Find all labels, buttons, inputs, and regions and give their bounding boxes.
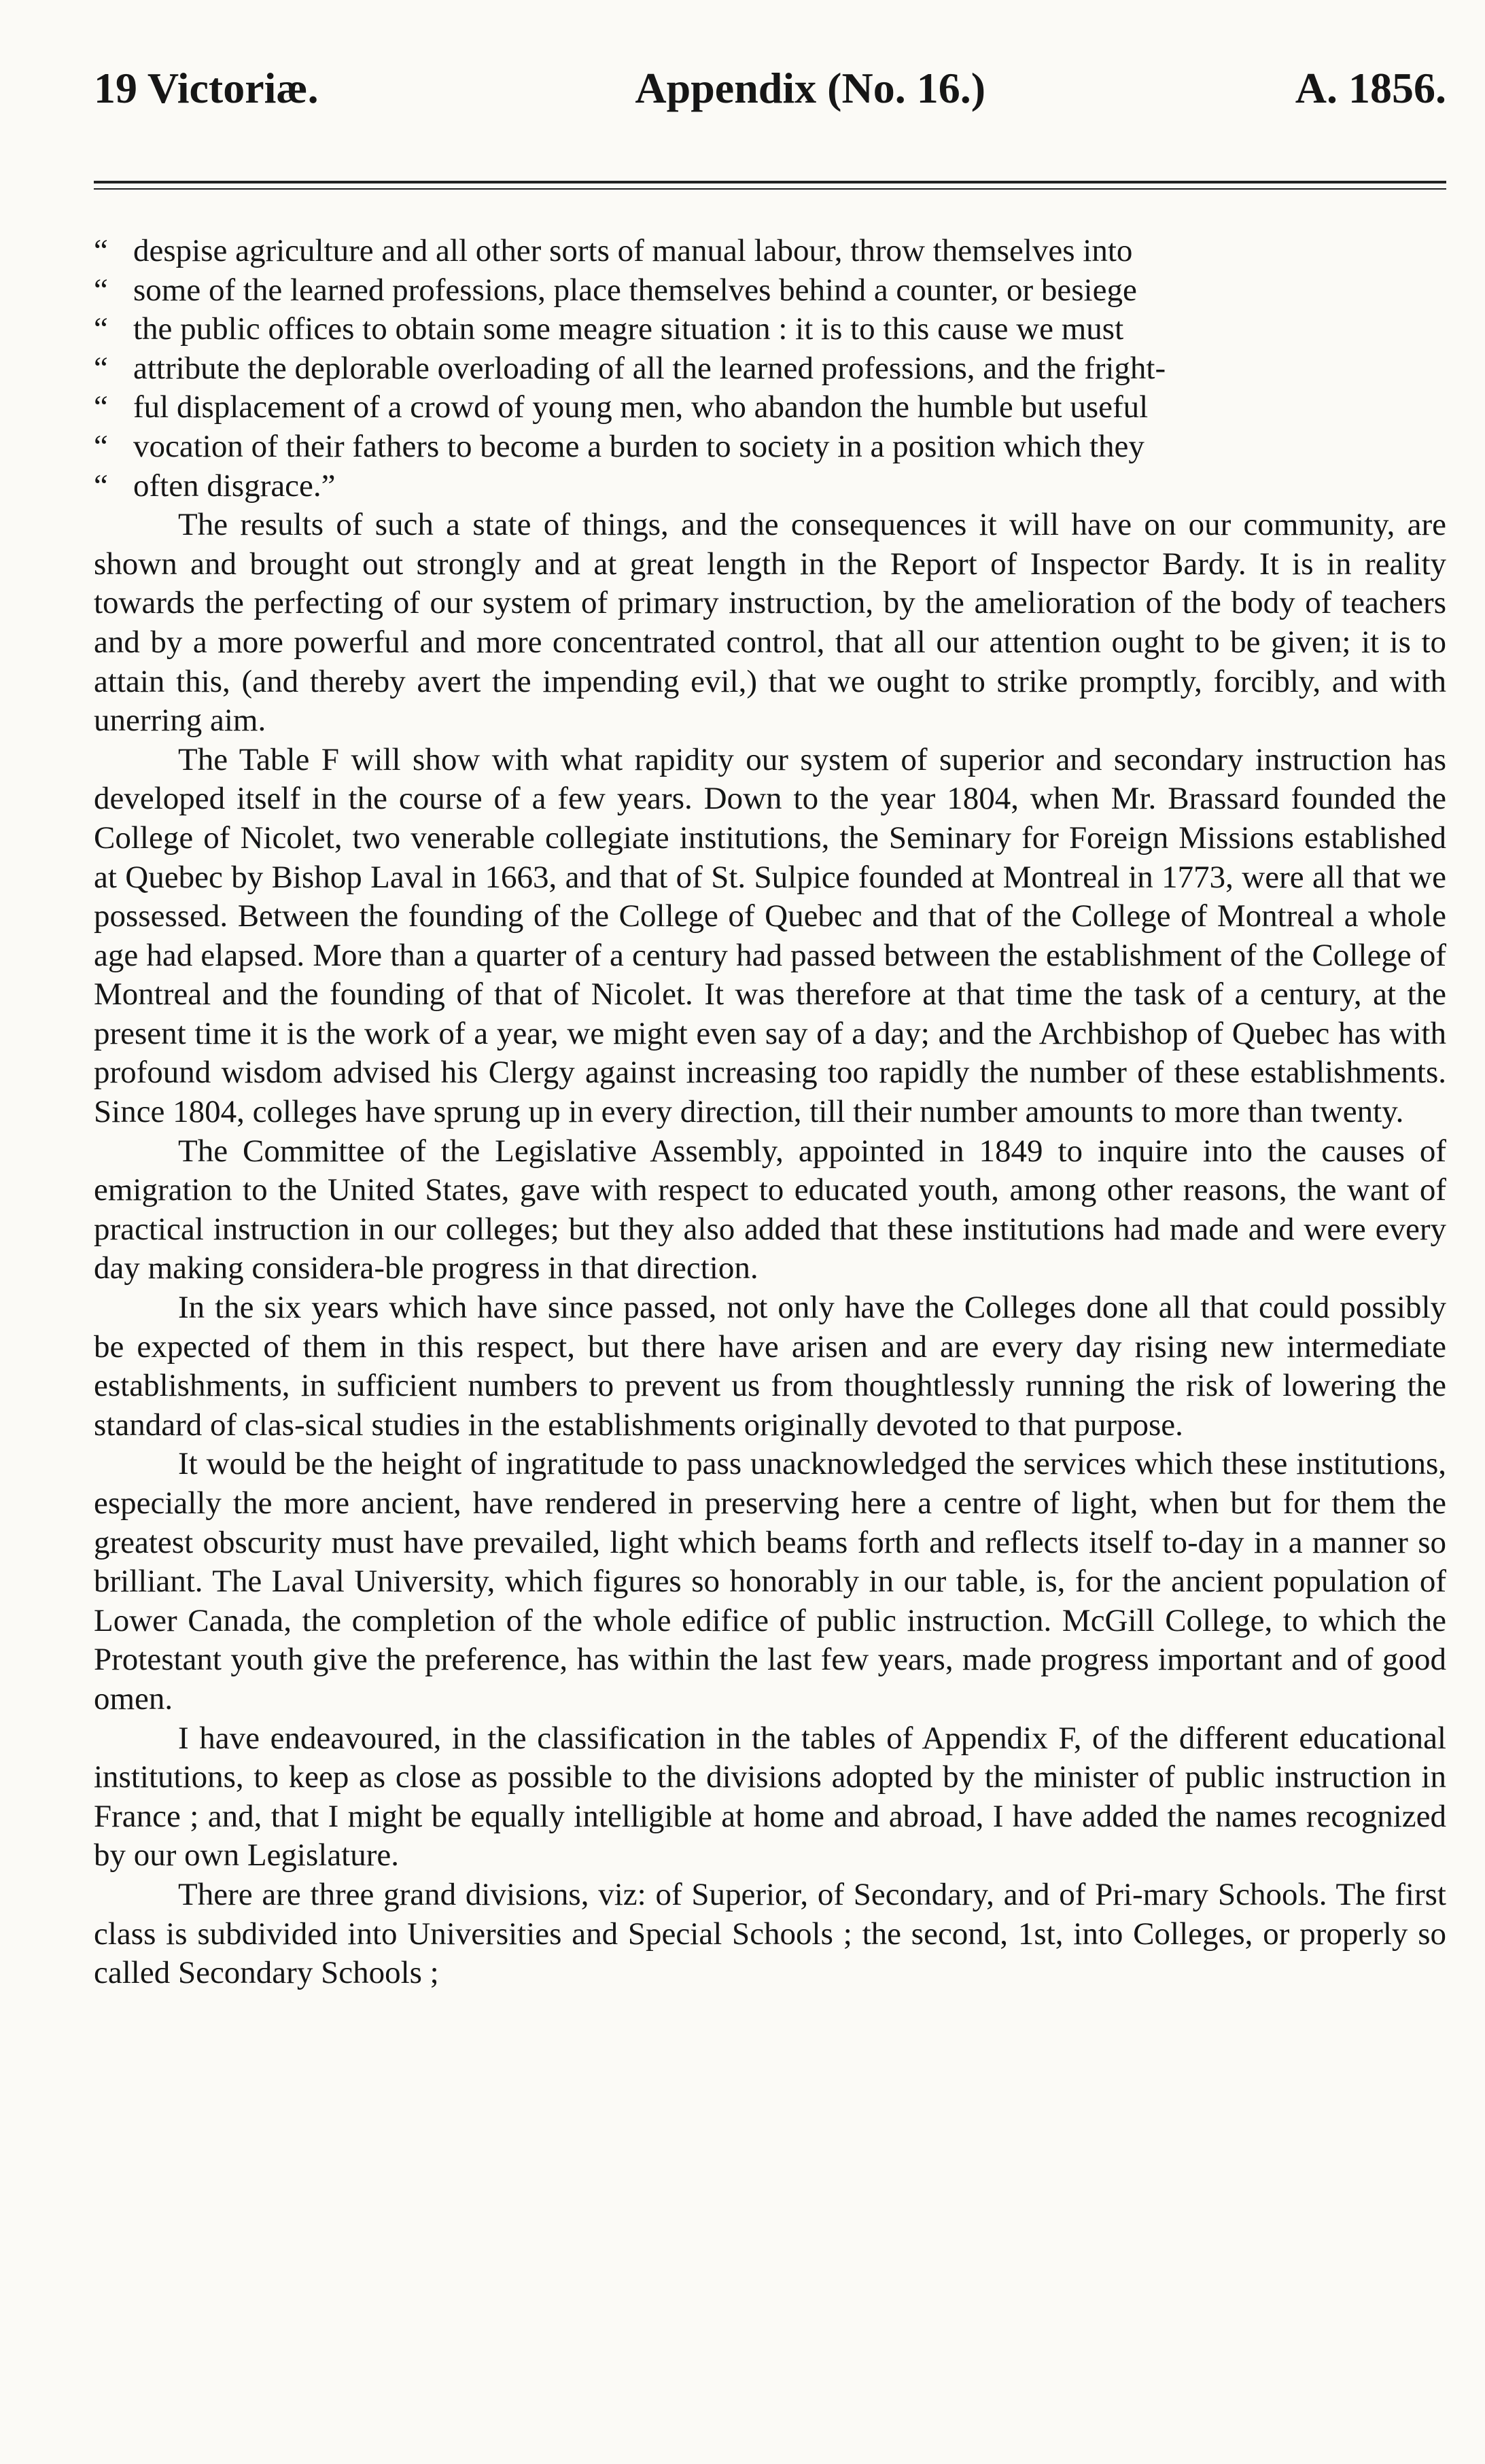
header-rule-thin xyxy=(94,188,1446,190)
quote-mark: “ xyxy=(94,233,108,268)
quote-line: “ ful displacement of a crowd of young men, who abandon the humble but useful xyxy=(94,388,1446,427)
year-label: A. 1856. xyxy=(1295,64,1446,112)
quote-line: “ attribute the deplorable overloading of all the learned professions, and the fright- xyxy=(94,349,1446,389)
quote-mark: “ xyxy=(94,272,108,308)
paragraph-classification: I have endeavoured, in the classification in the tables of Appendix F, of the different educational institutions, to keep as close as possible to the divisions adopted by the minister of public instruction in France ; and, that I might be equally intelligible at home and abroad, I have added the names recognized by our own Legislature. xyxy=(94,1720,1446,1873)
paragraph-ingratitude: It would be the height of ingratitude to pass unacknowledged the services which these institutions, especially the more ancient, have rendered in preserving here a centre of light, when but for them the greatest obscurity must have prevailed, light which beams forth and reflects itself to-day in a manner so brilliant. The Laval University, which figures so honorably in our table, is, for the ancient population of Lower Canada, the completion of the whole edifice of public instruction. McGill College, to which the Protestant youth give the preference, has within the last few years, made progress important and of good omen. xyxy=(94,1446,1446,1717)
document-page xyxy=(94,61,1446,1993)
page-header xyxy=(94,61,1446,116)
paragraph-results: The results of such a state of things, and the consequences it will have on our community, are shown and brought out strongly and at great length in the Report of Inspector Bardy. It is in reality towards the perfecting of our system of primary instruction, by the amelioration of the body of teachers and by a more powerful and more concentrated control, that all our attention ought to be given; it is to attain this, (and thereby avert the impending evil,) that we ought to strike promptly, forcibly, and with unerring aim. xyxy=(94,507,1446,739)
quotation-block xyxy=(94,232,1446,506)
quote-line: “ the public offices to obtain some meagre situation : it is to this cause we must xyxy=(94,310,1446,349)
quote-line: “ some of the learned professions, place themselves behind a counter, or besiege xyxy=(94,271,1446,311)
body-text xyxy=(94,232,1446,1993)
quote-mark: “ xyxy=(94,389,108,425)
quote-mark: “ xyxy=(94,311,108,347)
quote-line: “ often disgrace.” xyxy=(94,467,1446,506)
quote-line: “ despise agriculture and all other sorts of manual labour, throw themselves into xyxy=(94,232,1446,271)
quote-mark: “ xyxy=(94,468,108,504)
quote-line: “ vocation of their fathers to become a burden to society in a position which they xyxy=(94,427,1446,467)
paragraph-divisions: There are three grand divisions, viz: of Superior, of Secondary, and of Pri-mary Schools. The first class is subdivided into Universities and Special Schools ; the second, 1st, into Colleges, or properly so called Secondary Schools ; xyxy=(94,1876,1446,1991)
appendix-title: Appendix (No. 16.) xyxy=(635,64,985,112)
paragraph-committee: The Committee of the Legislative Assembly, appointed in 1849 to inquire into the causes of emigration to the United States, gave with respect to educated youth, among other reasons, the want of practical instruction in our colleges; but they also added that these institutions had made and were every day making considera-ble progress in that direction. xyxy=(94,1133,1446,1286)
header-rule-thick xyxy=(94,181,1446,183)
quote-mark: “ xyxy=(94,428,108,464)
quote-mark: “ xyxy=(94,350,108,386)
paragraph-table-f: The Table F will show with what rapidity our system of superior and secondary instruction has developed itself in the course of a few years. Down to the year 1804, when Mr. Brassard founded the College of Nicolet, two venerable collegiate institutions, the Seminary for Foreign Missions established at Quebec by Bishop Laval in 1663, and that of St. Sulpice founded at Montreal in 1773, were all that we possessed. Between the founding of the College of Quebec and that of the College of Montreal a whole age had elapsed. More than a quarter of a century had passed between the establishment of the College of Montreal and the founding of that of Nicolet. It was therefore at that time the task of a century, at the present time it is the work of a year, we might even say of a day; and the Archbishop of Quebec has with profound wisdom advised his Clergy against increasing too rapidly the number of these establishments. Since 1804, colleges have sprung up in every direction, till their number amounts to more than twenty. xyxy=(94,741,1446,1130)
paragraph-six-years: In the six years which have since passed, not only have the Colleges done all that could possibly be expected of them in this respect, but there have arisen and are every day rising new intermediate establishments, in sufficient numbers to prevent us from thoughtlessly running the risk of lowering the standard of clas-sical studies in the establishments originally devoted to that purpose. xyxy=(94,1290,1446,1443)
session-label: 19 Victoriæ. xyxy=(94,64,319,112)
